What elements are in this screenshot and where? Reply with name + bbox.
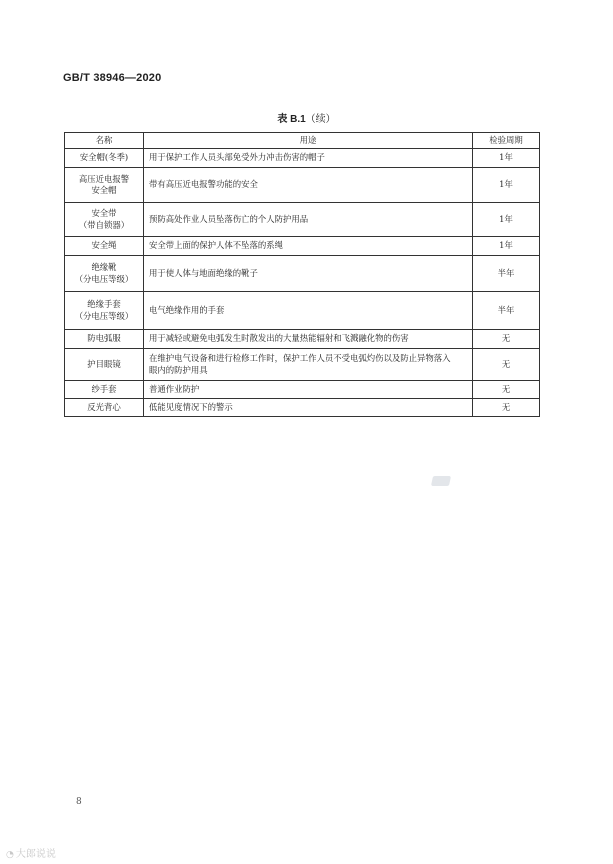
row-use-line: 用于减轻或避免电弧发生时散发出的大量热能辐射和飞溅融化物的伤害 — [149, 333, 409, 344]
row-use-line: 带有高压近电报警功能的安全 — [149, 179, 258, 190]
watermark-logo-icon — [431, 476, 451, 486]
standard-id: GB/T 38946—2020 — [63, 72, 162, 84]
row-period-cell: 无 — [473, 399, 540, 417]
column-header-period: 检验周期 — [473, 133, 540, 149]
row-name-cell — [65, 149, 144, 168]
row-period-cell: 半年 — [473, 256, 540, 292]
row-name-line: （带自锁器） — [78, 219, 130, 230]
row-use-line: 用于保护工作人员头部免受外力冲击伤害的帽子 — [149, 152, 325, 163]
table-row — [65, 149, 540, 168]
row-period-cell: 无 — [473, 349, 540, 381]
row-use-cell — [144, 292, 473, 330]
row-period-cell: 1年 — [473, 203, 540, 237]
row-name-line: 安全带 — [91, 208, 117, 219]
row-use-cell — [144, 168, 473, 203]
row-name-line: 安全帽 — [91, 185, 117, 195]
row-period-cell: 无 — [473, 330, 540, 349]
page-number: 8 — [76, 797, 82, 807]
table-title — [0, 110, 613, 125]
row-name-line: 绝缘靴 — [91, 262, 117, 273]
row-use-cell — [144, 149, 473, 168]
row-use-cell — [144, 237, 473, 256]
row-name-line: （分电压等级） — [74, 273, 134, 284]
row-name-line: 高压近电报警 — [78, 173, 130, 184]
table-header-row — [65, 133, 540, 149]
row-name-line: 反光背心 — [87, 401, 121, 412]
row-name-cell — [65, 256, 144, 292]
row-use-line: 眼内的防护用具 — [149, 364, 208, 375]
table-title-suffix: （续） — [305, 114, 336, 125]
table-row — [65, 168, 540, 203]
row-name-line: 安全绳 — [91, 240, 117, 251]
row-use-line: 安全带上面的保护人体不坠落的系绳 — [149, 240, 283, 251]
table-row — [65, 399, 540, 417]
row-name-cell — [65, 168, 144, 203]
table-row — [65, 203, 540, 237]
equipment-table — [64, 132, 540, 417]
row-name-line: 护目眼镜 — [87, 358, 121, 369]
table-title-label: 表 B.1 — [277, 114, 306, 125]
table-row — [65, 330, 540, 349]
row-name-cell — [65, 292, 144, 330]
row-use-cell — [144, 203, 473, 237]
row-name-line: 绝缘手套 — [87, 299, 121, 310]
row-period-cell: 1年 — [473, 237, 540, 256]
watermark — [6, 845, 56, 860]
watermark-text: 大郎说说 — [15, 849, 56, 860]
column-header-use: 用途 — [144, 133, 473, 149]
row-use-line: 低能见度情况下的警示 — [149, 401, 233, 412]
row-name-cell — [65, 237, 144, 256]
row-name-line: （分电压等级） — [74, 310, 134, 321]
row-use-cell — [144, 381, 473, 399]
row-use-cell — [144, 330, 473, 349]
row-name-line: 防电弧服 — [87, 333, 121, 344]
row-name-line: 安全帽(冬季) — [79, 152, 129, 163]
row-use-line: 在维护电气设备和进行检修工作时，保护工作人员不受电弧灼伤以及防止异物落入 — [149, 353, 451, 364]
row-name-cell — [65, 203, 144, 237]
row-name-cell — [65, 399, 144, 417]
row-name-cell — [65, 381, 144, 399]
row-use-line: 用于使人体与地面绝缘的靴子 — [149, 267, 258, 278]
row-use-cell — [144, 349, 473, 381]
row-use-line: 预防高处作业人员坠落伤亡的个人防护用品 — [149, 213, 309, 224]
table-row — [65, 349, 540, 381]
row-use-line: 电气绝缘作用的手套 — [149, 304, 225, 315]
row-name-cell — [65, 330, 144, 349]
row-period-cell: 1年 — [473, 149, 540, 168]
row-period-cell: 1年 — [473, 168, 540, 203]
row-period-cell: 无 — [473, 381, 540, 399]
row-use-cell — [144, 399, 473, 417]
row-use-cell — [144, 256, 473, 292]
table-row — [65, 381, 540, 399]
table-row — [65, 256, 540, 292]
row-use-line: 普通作业防护 — [149, 383, 200, 394]
row-period-cell: 半年 — [473, 292, 540, 330]
row-name-cell — [65, 349, 144, 381]
column-header-name: 名称 — [65, 133, 144, 149]
table-row — [65, 237, 540, 256]
row-name-line: 纱手套 — [91, 383, 117, 394]
weibo-logo-icon: ◔ — [6, 850, 14, 860]
table-row — [65, 292, 540, 330]
